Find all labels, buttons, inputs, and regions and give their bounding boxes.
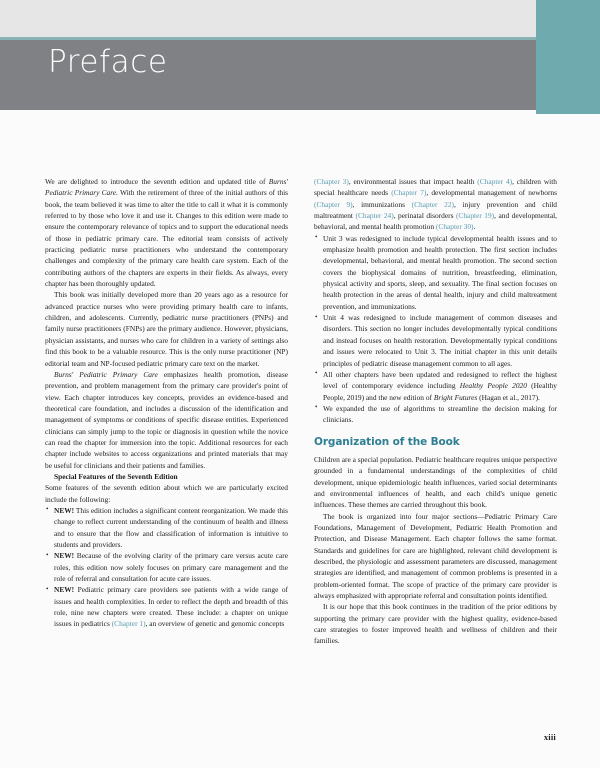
- paragraph-special-features: [45, 471, 288, 482]
- cont-text: , perinatal disorders: [393, 211, 456, 221]
- reference-title-italic: Healthy People 2020: [459, 381, 527, 391]
- paragraph-organization-3: It is our hope that this book continues in the tradition of the prior editions by supporting the primary care provider with the highest quality, evidence-based care strategies to foster improved health and wellness of children and their families.: [314, 602, 557, 646]
- intro-text-a: We are delighted to introduce the seventh edition and updated title of: [45, 177, 269, 186]
- page-number: xiii: [543, 732, 556, 742]
- paragraph-emphasis: [45, 369, 288, 471]
- chapter-link[interactable]: (Chapter 9): [314, 199, 353, 209]
- list-item-text-tail: , an overview of genetic and genomic concepts: [145, 619, 285, 629]
- list-item-text: Because of the evolving clarity of the primary care versus acute care roles, this edition now solely focuses on primary care management and the role of referral and consultation for acute care issues.: [54, 551, 288, 584]
- list-item: [45, 584, 288, 629]
- new-badge: NEW!: [54, 551, 75, 561]
- list-item: [45, 550, 288, 584]
- paragraph-intro: [45, 176, 288, 289]
- chapter-link[interactable]: (Chapter 22): [411, 199, 454, 209]
- left-feature-list: [45, 505, 288, 630]
- list-item: • We expanded the use of algorithms to streamline the decision making for clinicians.: [314, 403, 557, 426]
- list-item: [45, 505, 288, 550]
- chapter-link[interactable]: (Chapter 3): [314, 177, 349, 186]
- book-title-italic: Burns' Pediatric Primary Care.: [45, 177, 288, 198]
- chapter-link[interactable]: (Chapter 24): [355, 211, 394, 221]
- chapter-link[interactable]: (Chapter 19): [455, 211, 495, 221]
- emphasis-text: emphasizes health promotion, disease prevention, and problem management from the primary care provider's point of view. Each chapter introduces key concepts, provides an evidence-based and theoretical care foundation, and includes a discussion of the identification and management of symptoms or conditions of specific disease entities. Experienced clinicians can simply jump to the topic or diagnosis in question while the novice can read the chapter for immersion into the topic. Additional resources for each chapter include websites to access organizations and printed materials that may be useful for clinicians and their patients and families.: [45, 369, 288, 470]
- cont-text: .: [473, 222, 476, 232]
- intro-text-b: With the retirement of three of the initial authors of this book, the team believed it was time to alter the title to call it what it is commonly referred to by those who love it and use it. Changes to this edition were made to ensure the contemporary relevance of topics and to support the educational needs of those in pediatric primary care. The editorial team consists of actively practicing pediatric nurse practitioners who understand the contemporary challenges and complexity of the primary care health care system. Each of the contributing authors of the chapters are experts in their fields. As always, every chapter has been thoroughly updated.: [45, 188, 289, 289]
- list-item-text: (Hagan et al., 2017).: [477, 392, 540, 402]
- header-top-strip: [0, 0, 536, 37]
- list-item: • Unit 4 was redesigned to include management of common diseases and disorders. This section no longer includes developmentally typical conditions and instead focuses on health restoration. Developmentally typical conditions and issues were relocated to Unit 3. The initial chapter in this unit details principles of pediatric disease management common to all ages.: [314, 312, 557, 369]
- body-columns: [45, 176, 557, 716]
- reference-title-italic: Bright Futures: [433, 392, 478, 402]
- header-teal-tab: [536, 0, 600, 114]
- paragraph-features-lead: Some features of the seventh edition about which we are particularly excited include the following:: [45, 483, 288, 504]
- paragraph-organization-1: Children are a special population. Pediatric healthcare requires unique perspective grounded in a fundamental understandings of the complexities of child development, unique epidemiologic health influences, varied social determinants and environmental influences of health, and each child's unique genetic influences. These themes are carried throughout this book.: [314, 454, 557, 510]
- cont-text: , injury prevention and child maltreatment: [314, 199, 557, 221]
- list-item: • Unit 3 was redesigned to include typical developmental health issues and to emphasize health promotion and health protection. The first section includes developmental, behavioral, and mental health promotion. The second section covers the biophysical domains of nutrition, breastfeeding, elimination, physical activity and sports, sleep, and sexuality. The final section focuses on health protection in the areas of dental health, injury and child maltreatment prevention, and immunizations.: [314, 233, 557, 312]
- left-column: [45, 176, 288, 716]
- new-badge: NEW!: [54, 505, 75, 515]
- chapter-link[interactable]: (Chapter 30): [435, 222, 474, 232]
- page-title: Preface: [48, 44, 168, 80]
- list-item-text: This edition includes a significant content reorganization. We made this change to reflect current understanding of the continuum of health and illness and to ensure that the flow and classification of information is intuitive to students and providers.: [54, 505, 288, 549]
- cont-text: , and developmental, behavioral, and mental health promotion: [314, 211, 558, 232]
- special-features-subheading: Special Features of the Seventh Edition: [54, 471, 178, 481]
- chapter-link[interactable]: (Chapter 1): [111, 619, 146, 629]
- list-item-text: Pediatric primary care providers see patients with a wide range of issues and health complexities. In order to reflect the depth and breadth of this role, nine new chapters were created. These include: a chapter on unique issues in pediatrics: [54, 585, 288, 629]
- chapter-link[interactable]: (Chapter 4): [477, 177, 513, 186]
- right-feature-list: [314, 233, 557, 426]
- chapter-link[interactable]: (Chapter 7): [391, 188, 427, 198]
- list-item: [314, 369, 557, 403]
- cont-text: , children with special healthcare needs: [314, 177, 557, 198]
- new-badge: NEW!: [54, 585, 75, 595]
- paragraph-organization-2: The book is organized into four major sections—Pediatric Primary Care Foundations, Management of Development, Pediatric Health Promotion and Protection, and Disease Management. Each chapter follows the same format. Standards and guidelines for care are highlighted, relevant child development is described, the physiologic and assessment parameters are discussed, management strategies are identified, and management of common problems is presented in a problem-oriented format. The scope of practice of the primary care provider is always emphasized with appropriate referral and consultation points identified.: [314, 511, 557, 601]
- list-item-text: (Healthy People, 2019) and the new edition of: [323, 381, 557, 402]
- cont-text: , immunizations: [352, 199, 412, 209]
- cont-text: , environmental issues that impact health: [348, 177, 478, 186]
- paragraph-history: This book was initially developed more than 20 years ago as a resource for advanced practice nurses who were providing primary health care to infants, children, and adolescents. Currently, pediatric nurse practitioners (PNPs) and family nurse practitioners (FNPs) are the primary audience. However, physicians, physician assistants, and nurses who care for children in a variety of settings also find this book to be a valuable resource. This is the only nurse practitioner (NP) editorial team and NP-focused pediatric primary care text on the market.: [45, 290, 288, 368]
- book-title-italic-2: Burns' Pediatric Primary Care: [54, 369, 158, 379]
- cont-text: , developmental management of newborns: [426, 188, 557, 198]
- list-item-text: All other chapters have been updated and redesigned to reflect the highest level of contemporary evidence including: [323, 369, 557, 391]
- section-heading-organization: Organization of the Book: [314, 435, 460, 448]
- right-column: [314, 176, 557, 716]
- paragraph-chapter-continuation: [314, 176, 557, 233]
